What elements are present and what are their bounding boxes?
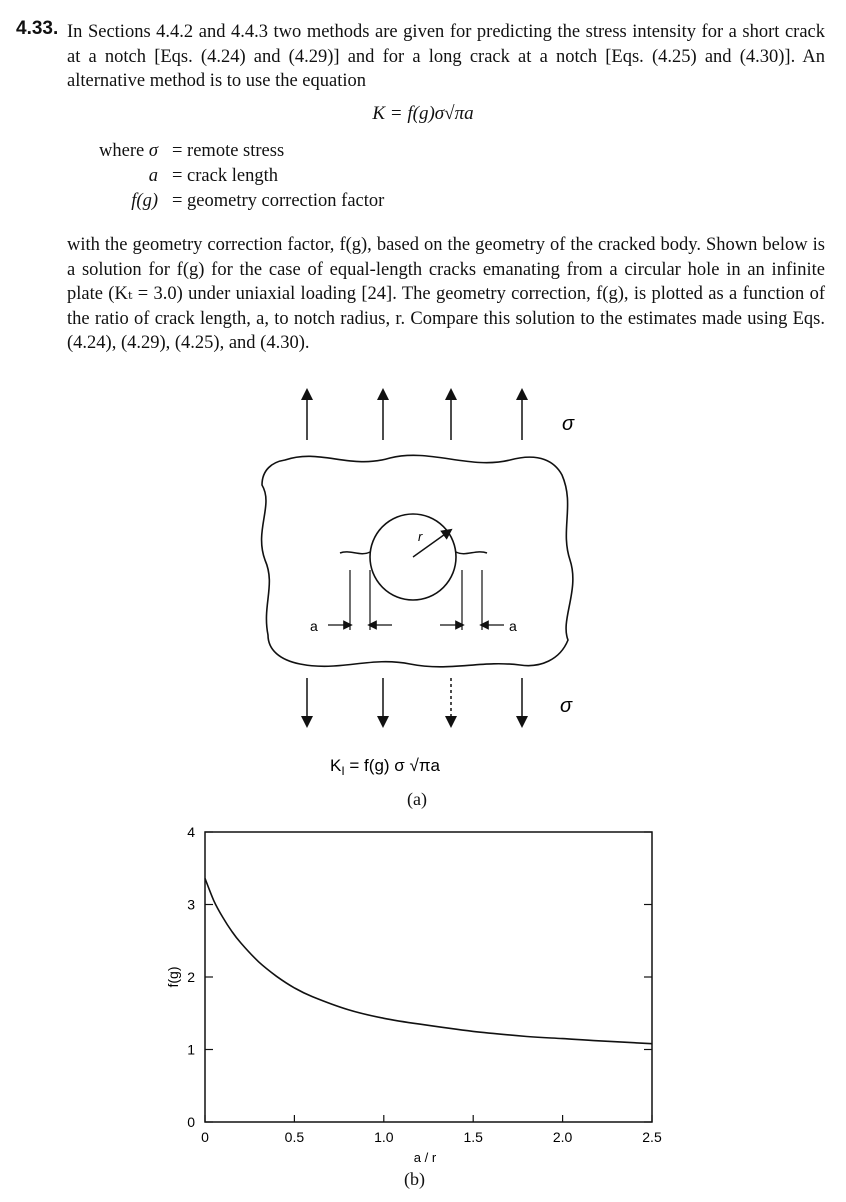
y-tick-label: 3 — [187, 896, 195, 913]
definition-symbol: f(g) — [131, 191, 158, 211]
x-tick-label: 2.0 — [552, 1129, 573, 1145]
stress-intensity-equation: K = f(g)σ√πa — [372, 103, 474, 124]
crack-label-right: a — [509, 618, 517, 634]
definition-description: = remote stress — [172, 141, 285, 161]
x-tick-label: 0 — [201, 1129, 209, 1145]
definition-symbol: a — [148, 166, 158, 186]
crack-label-left: a — [310, 618, 318, 634]
stress-label-top: σ — [562, 413, 575, 435]
figure-b-caption: (b) — [404, 1169, 425, 1189]
x-tick-label: 1.0 — [374, 1129, 394, 1145]
definition-symbol: σ — [148, 141, 158, 161]
plot-frame — [205, 832, 652, 1122]
y-tick-label: 1 — [187, 1041, 195, 1058]
problem-number: 4.33. — [16, 18, 59, 39]
problem-intro-paragraph: In Sections 4.4.2 and 4.4.3 two methods are given for predicting the stress intensity for a short crack at a notch [Eqs. (4.24) and (4.29)] and for a long crack at a notch [Eqs. (4.25) and (4.30)]. An alternative method is to use the equation — [67, 22, 825, 92]
definition-description: = crack length — [172, 166, 278, 186]
formula-k: K — [330, 756, 342, 775]
formula-rest: = f(g) σ √πa — [344, 756, 441, 775]
series-line — [205, 878, 652, 1043]
y-tick-label: 2 — [187, 969, 195, 985]
x-axis-label: a / r — [413, 1150, 437, 1165]
radius-label: r — [418, 529, 423, 544]
problem-description-paragraph: with the geometry correction factor, f(g), based on the geometry of the cracked body. Shown below is a solution for f(g) for the case of equal-length cracks emanating from a circular hole in an infinite plate (Kₜ = 3.0) under uniaxial loading [24]. The geometry correction, f(g), is plotted as a function of the ratio of crack length, a, to notch radius, r. Compare this solution to the estimates made using Eqs. (4.24), (4.29), (4.25), and (4.30). — [67, 235, 825, 354]
y-tick-label: 4 — [187, 824, 195, 840]
definition-description: = geometry correction factor — [172, 191, 385, 211]
stress-label-bottom: σ — [560, 695, 573, 717]
x-tick-label: 1.5 — [463, 1129, 483, 1145]
x-tick-label: 0.5 — [284, 1129, 305, 1145]
y-tick-label: 0 — [187, 1114, 195, 1130]
definition-lead: where — [99, 141, 145, 161]
figure-a-caption: (a) — [407, 789, 427, 809]
y-axis-label: f(g) — [165, 966, 181, 988]
x-tick-label: 2.5 — [642, 1129, 662, 1145]
formula-subscript: I — [341, 764, 345, 778]
